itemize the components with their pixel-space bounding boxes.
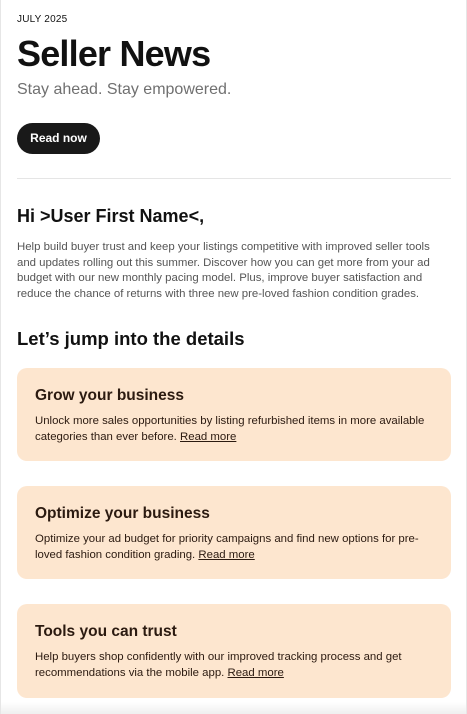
card-title: Tools you can trust — [35, 623, 177, 640]
bottom-fade — [1, 702, 466, 714]
read-more-link[interactable]: Read more — [198, 549, 255, 561]
newsletter-content — [1, 0, 466, 698]
card-grow-your-business — [17, 368, 451, 461]
section-divider — [17, 178, 451, 179]
greeting-heading: Hi >User First Name<, — [17, 206, 205, 226]
details-heading: Let’s jump into the details — [17, 328, 245, 349]
card-tools-you-can-trust — [17, 604, 451, 698]
read-now-button[interactable]: Read now — [17, 123, 100, 154]
card-body — [35, 649, 433, 681]
card-optimize-your-business — [17, 486, 451, 579]
card-body-text: Optimize your ad budget for priority campaigns and find new options for pre-loved fashion condition grading. — [35, 533, 419, 561]
intro-paragraph: Help build buyer trust and keep your listings competitive with improved seller tools and updates rolling out this summer. Discover how you can get more from your ad budget with our new monthly pacing model. Plus, improve buyer satisfaction and reduce the chance of returns with three new pre-loved fashion condition grades. — [17, 241, 430, 300]
newsletter-title: Seller News — [17, 33, 211, 74]
read-more-link[interactable]: Read more — [227, 667, 284, 679]
card-body — [35, 531, 433, 563]
read-more-link[interactable]: Read more — [180, 431, 237, 443]
newsletter-subtitle: Stay ahead. Stay empowered. — [17, 81, 232, 98]
card-title: Grow your business — [35, 387, 185, 404]
card-title: Optimize your business — [35, 505, 210, 522]
card-body-text: Help buyers shop confidently with our improved tracking process and get recommendations via the mobile app. — [35, 651, 402, 679]
card-body-text: Unlock more sales opportunities by listing refurbished items in more available categories than ever before. — [35, 415, 425, 443]
issue-date: JULY 2025 — [17, 14, 68, 25]
card-body — [35, 413, 433, 445]
